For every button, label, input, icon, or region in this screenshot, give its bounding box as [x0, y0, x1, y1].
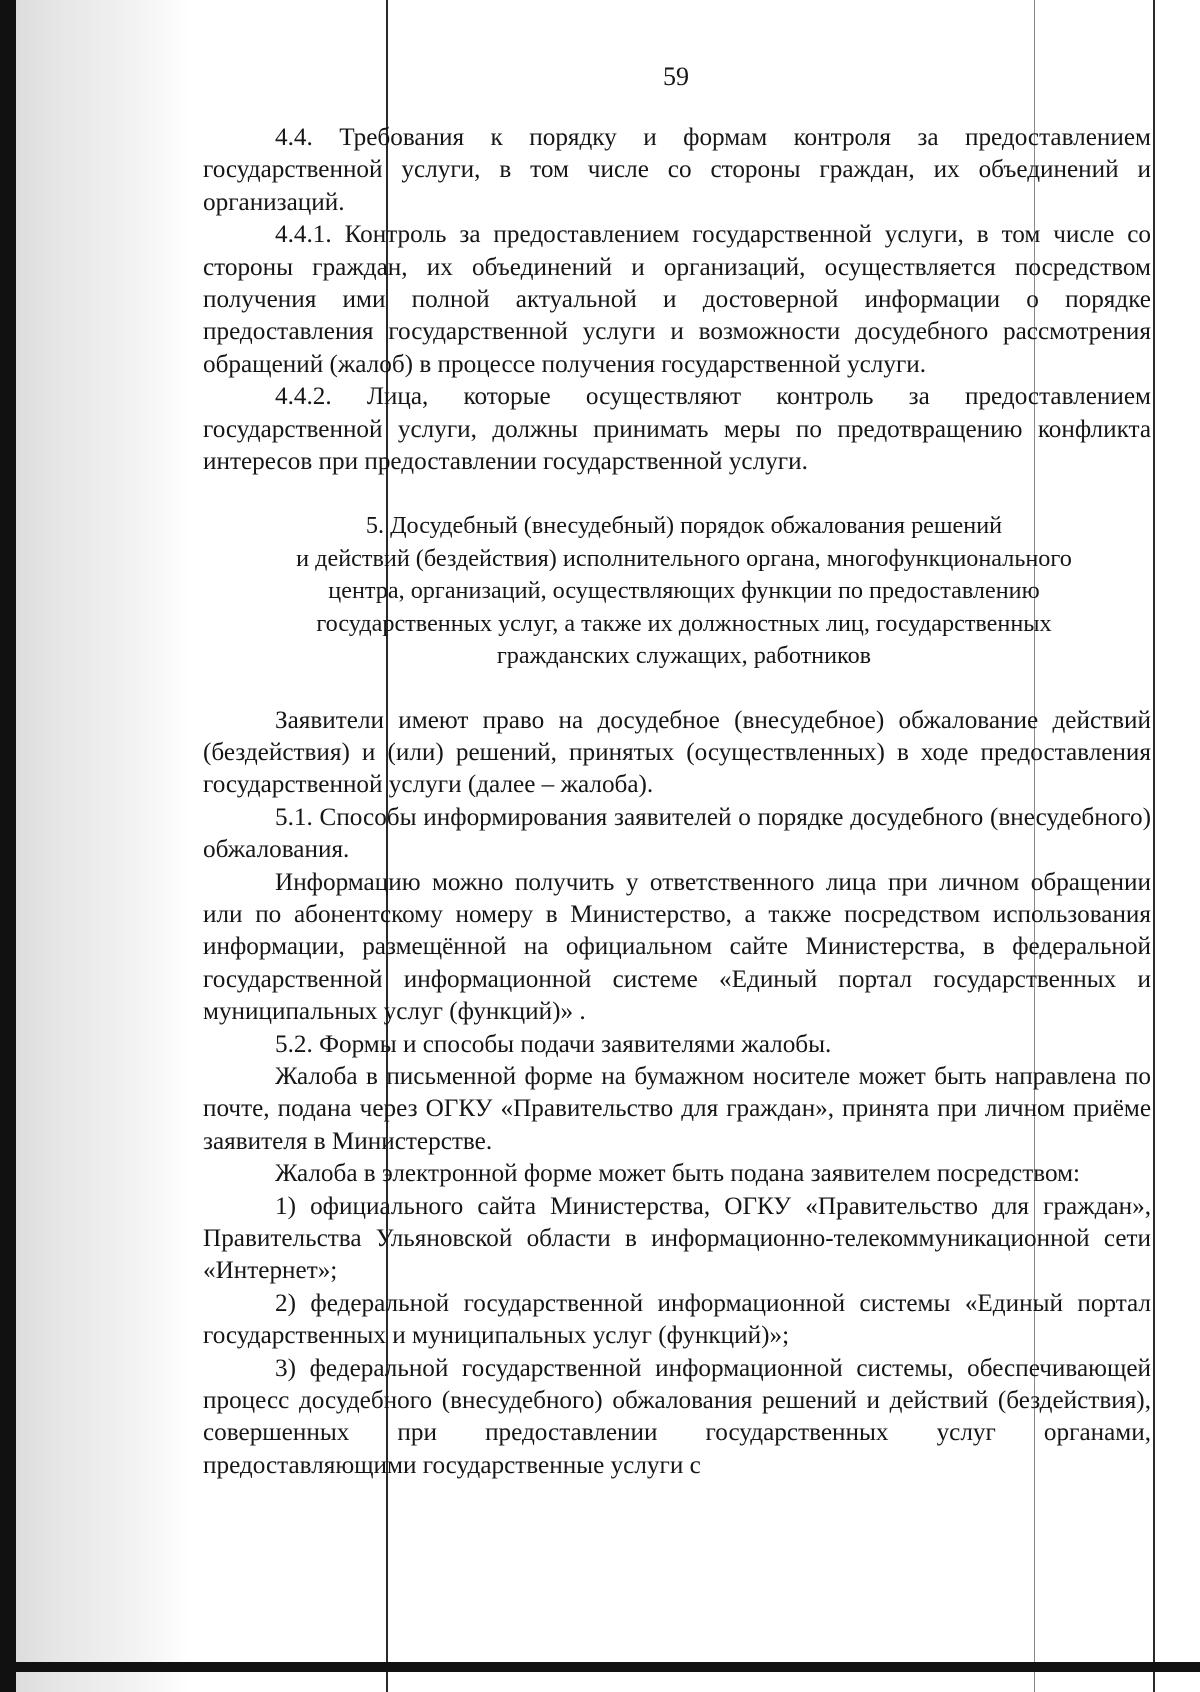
list-item-1: 1) официального сайта Министерства, ОГКУ «Правительство для граждан», Правительства Ульяновской области в информационно-телекоммуникационной сети «Интернет»;	[203, 1192, 1151, 1285]
paragraph-4-4: 4.4. Требования к порядку и формам контроля за предоставлением государственной услуги, в том числе со стороны граждан, их объединений и организаций.	[203, 124, 1151, 216]
paragraph-4-4-1: 4.4.1. Контроль за предоставлением государственной услуги, в том числе со стороны граждан, их объединений и организаций, осуществляется посредством получения ими полной актуальной и достоверной информации о порядке предоставления государственной услуги и возможности досудебного рассмотрения обращений (жалоб) в процессе получения государственной услуги.	[203, 221, 1151, 378]
heading-line: государственных услуг, а также их должностных лиц, государственных	[316, 609, 1052, 637]
paragraph-written-complaint: Жалоба в письменной форме на бумажном носителе может быть направлена по почте, подана через ОГКУ «Правительство для граждан», принята при личном приёме заявителя в Министерстве.	[203, 1062, 1151, 1155]
heading-line: гражданских служащих, работников	[496, 642, 872, 670]
paragraph-4-4-2: 4.4.2. Лица, которые осуществляют контроль за предоставлением государственной услуги, должны принимать меры по предотвращению конфликта интересов при предоставлении государственной услуги.	[203, 383, 1151, 476]
scan-left-border	[0, 0, 16, 1692]
page-number: 59	[663, 62, 689, 91]
paragraph-5-2: 5.2. Формы и способы подачи заявителями жалобы.	[275, 1030, 832, 1058]
heading-line: центра, организаций, осуществляющих функции по предоставлению	[328, 577, 1040, 605]
section-5-heading	[203, 510, 1151, 672]
document-body	[203, 122, 1151, 1482]
scan-bottom-border	[0, 1662, 1200, 1672]
list-item-3: 3) федеральной государственной информационной системы, обеспечивающей процесс досудебного (внесудебного) обжалования решений и действий (бездействия), совершенных при предоставлении государственных услуг органами, предоставляющими государственные услуги с	[203, 1354, 1151, 1479]
paragraph-applicants-right: Заявители имеют право на досудебное (внесудебное) обжалование действий (бездействия) и (или) решений, принятых (осуществленных) в ходе предоставления государственной услуги (далее – жалоба).	[203, 706, 1151, 799]
paragraph-electronic-complaint: Жалоба в электронной форме может быть подана заявителем посредством:	[275, 1160, 1081, 1188]
paragraph-information: Информацию можно получить у ответственного лица при личном обращении или по абонентскому номеру в Министерство, а также посредством использования информации, размещённой на официальном сайте Министерства, в федеральной государственной информационной системе «Единый портал государственных и муниципальных услуг (функций)» .	[203, 868, 1151, 1026]
list-item-2: 2) федеральной государственной информационной системы «Единый портал государственных и муниципальных услуг (функций)»;	[203, 1289, 1151, 1350]
heading-line: 5. Досудебный (внесудебный) порядок обжалования решений	[365, 512, 1003, 540]
scan-fold-line	[1153, 0, 1155, 1692]
heading-line: и действий (бездействия) исполнительного органа, многофункционального	[296, 544, 1072, 572]
paragraph-5-1: 5.1. Способы информирования заявителей о порядке досудебного (внесудебного) обжалования.	[203, 803, 1151, 864]
scan-shadow	[0, 0, 190, 1692]
